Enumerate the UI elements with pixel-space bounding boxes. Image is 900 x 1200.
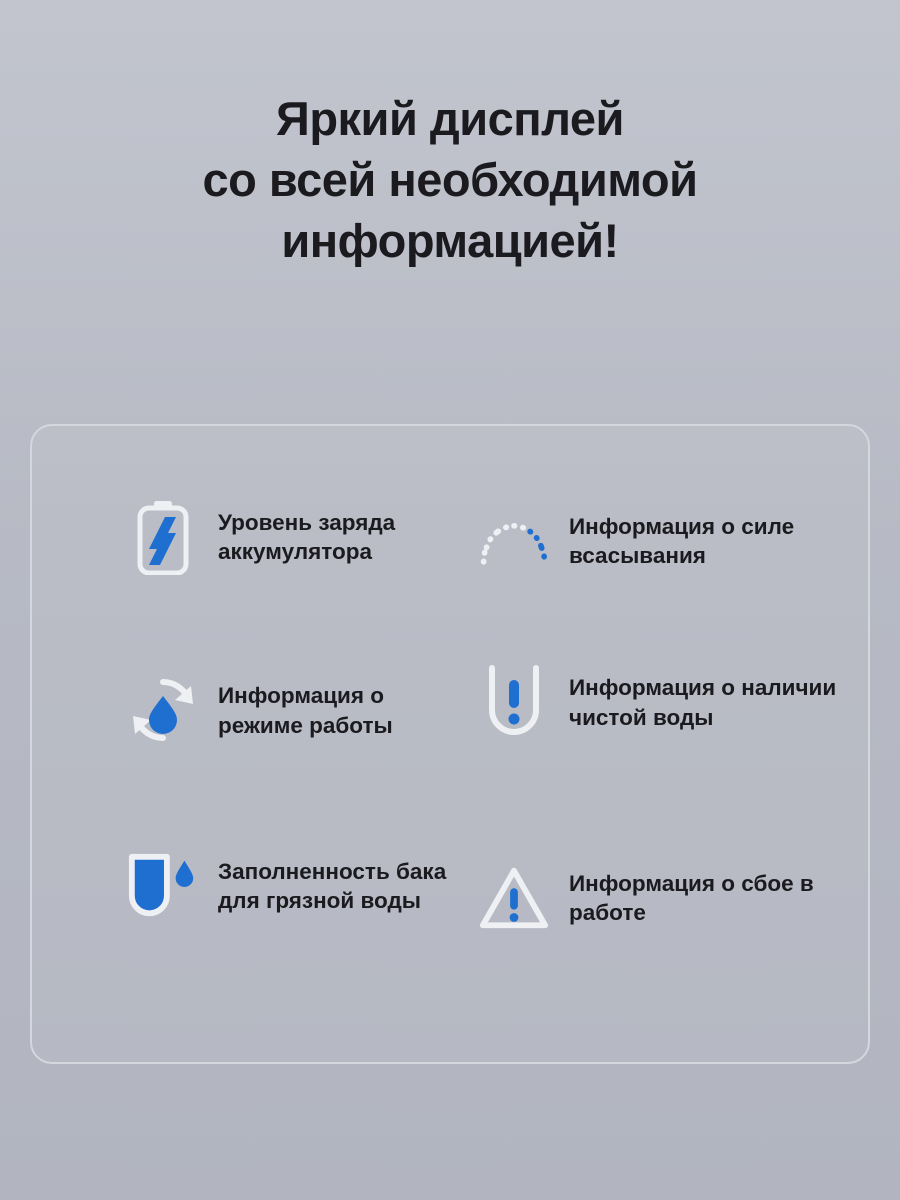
malfunction-warning-icon [477,861,551,935]
features-grid [32,426,868,1062]
feature-label: Информация о режиме работы [218,683,393,738]
page-title-line-3: информацией! [281,214,619,268]
page-title [0,0,900,271]
clean-water-alert-icon [477,665,551,739]
suction-gauge-icon [477,504,551,578]
feature-item [68,478,453,659]
feature-label: Заполненность бака для грязной воды [218,858,447,913]
feature-item [453,841,838,1022]
feature-label: Информация о наличии чистой воды [569,675,837,730]
feature-item [68,659,453,840]
feature-label: Информация о сбое в работе [569,870,814,925]
feature-label: Уровень заряда аккумулятора [218,510,396,565]
water-cycle-mode-icon [126,673,200,747]
feature-item [453,659,838,840]
page-title-line-1: Яркий дисплей [276,92,624,145]
feature-label: Информация о силе всасывания [569,514,795,569]
features-card [30,424,870,1064]
feature-item [453,478,838,659]
page-title-line-2: со всей необходимой [202,153,698,207]
feature-item [68,841,453,1022]
dirty-water-tank-icon [126,849,200,923]
battery-icon [126,500,200,574]
